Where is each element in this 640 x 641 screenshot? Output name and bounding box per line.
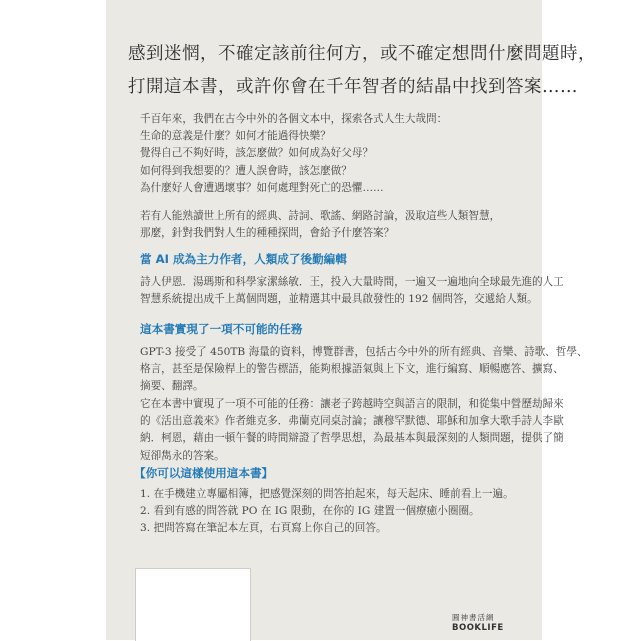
intro-line: 生命的意義是什麼？如何才能過得快樂？ (140, 130, 331, 143)
section2-paragraph-a (140, 344, 588, 396)
intro-line: 如何得到我想要的？遭人誤會時，該怎麼做？ (140, 164, 352, 177)
section2-line: 格言，甚至是保險桿上的警告標語，能夠根據語氣與上下文，進行編寫、順暢應答、擴寫、 (140, 363, 564, 376)
publisher-logo (452, 612, 504, 633)
intro-question-paragraph (140, 208, 532, 242)
usage-list-item: 3. 把問答寫在筆記本左頁，右頁寫上你自己的回答。 (140, 522, 387, 535)
section2-line: 它在本書中實現了一項不可能的任務：讓老子跨越時空與語言的限制，和從集中營歷劫歸來 (140, 398, 564, 410)
intro-paragraph (140, 111, 532, 197)
intro-line: 千百年來，我們在古今中外的各個文本中，探索各式人生大哉問： (140, 113, 448, 125)
section-heading-ai-author: 當 AI 成為主力作者，人類成了後勤編輯 (140, 252, 347, 266)
section-heading-how-to-use: 【你可以這樣使用這本書】 (134, 466, 274, 480)
section1-line: 詩人伊恩．湯瑪斯和科學家潔絲敏．王，投入大量時間，一遍又一遍地向全球最先進的人工 (140, 276, 564, 288)
tagline-line-1: 感到迷惘，不確定該前往何方，或不確定想問什麼問題時， (128, 44, 596, 64)
barcode-placeholder-box (135, 568, 251, 641)
intro-line: 覺得自己不夠好時，該怎麼做？如何成為好父母？ (140, 147, 374, 160)
section1-paragraph (140, 274, 564, 308)
section2-line: 的《活出意義來》作者維克多．弗蘭克同桌討論；讓穆罕默德、耶穌和加拿大歌手詩人李歐 (140, 415, 564, 428)
publisher-name-chinese: 圓神書活網 (452, 613, 495, 622)
section2-line: GPT-3 接受了 450TB 海量的資料，博覽群書，包括古今中外的所有經典、音樂、詩歌、哲學、 (140, 346, 588, 358)
usage-list-item: 2. 看到有感的問答就 PO 在 IG 限動，在你的 IG 建置一個療癒小圈圈。 (140, 505, 480, 518)
section2-line: 短卻雋永的答案。 (140, 449, 225, 462)
usage-list-item: 1. 在手機建立專屬相簿，把感覺深刻的問答拍起來，每天起床、睡前看上一遍。 (140, 488, 514, 500)
intro2-line: 若有人能熟讀世上所有的經典、詩詞、歌謠、網路討論，汲取這些人類智慧， (140, 210, 501, 222)
section1-line: 智慧系統提出成千上萬個問題，並精選其中最具啟發性的 192 個問答，交遞給人類。 (140, 293, 538, 306)
section2-paragraph-b (140, 396, 564, 465)
intro-line: 為什麼好人會遭遇壞事？如何處理對死亡的恐懼…… (140, 181, 384, 194)
intro2-line: 那麼，針對我們對人生的種種探問，會給予什麼答案？ (140, 227, 395, 240)
section-heading-impossible-task: 這本書實現了一項不可能的任務 (140, 322, 303, 336)
usage-list (140, 486, 532, 538)
tagline-line-2: 打開這本書，或許你會在千年智者的結晶中找到答案…… (128, 77, 578, 97)
publisher-name-english: BOOKLIFE (452, 623, 504, 633)
section2-line: 摘要、翻譯。 (140, 380, 204, 393)
section2-line: 納．柯恩，藉由一頓午餐的時間辯證了哲學思想，為最基本與最深刻的人類問題，提供了簡 (140, 432, 564, 445)
